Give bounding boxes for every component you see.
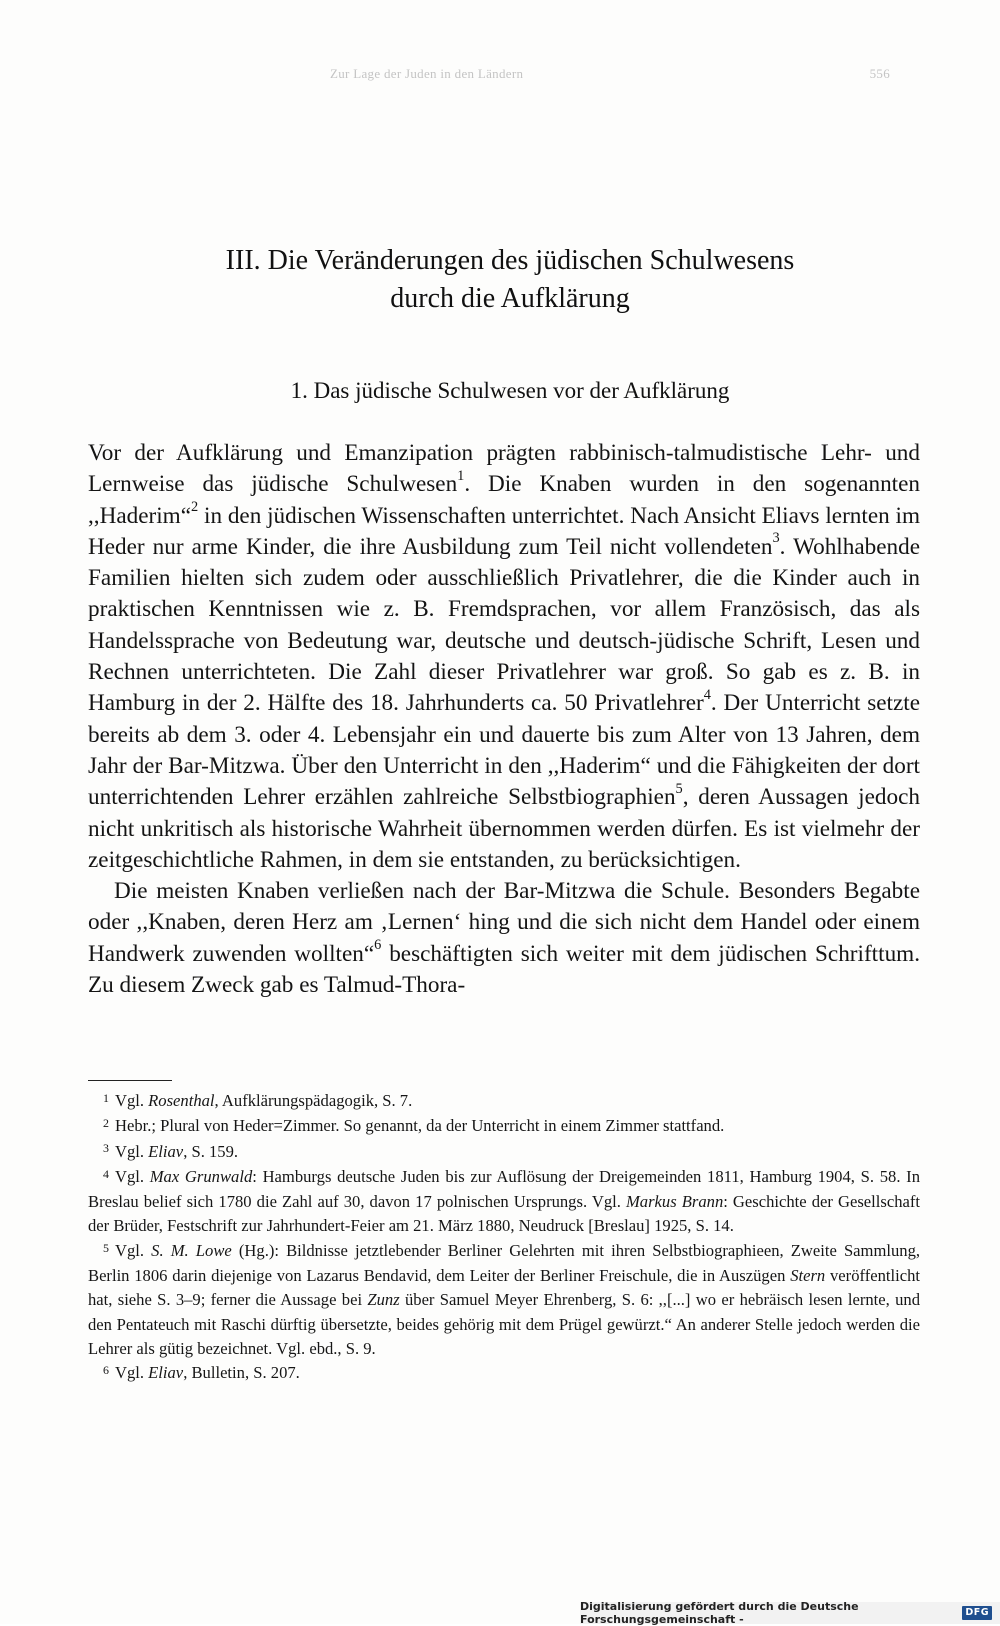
footnote-ref-5[interactable]: 5 [675,780,683,797]
text-run: : Geschichte der Gesellschaft der Brüder, Festschrift zur Jahrhundert-Feier am 21. März 1880, Neudruck [Breslau] 1925, S. 14. [88,1192,920,1236]
footnote-6 [88,1361,920,1386]
text-run: , deren Aussagen jedoch nicht unkritisch als historische Wahrheit übernommen werden dürfen. Es ist vielmehr der zeitgeschichtliche Rahmen, in dem sie entstanden, zu berücksichtigen. [88,784,920,873]
text-run: . Wohlhabende Familien hielten sich zudem oder ausschließlich Privatlehrer, die die Kinder auch in praktischen Kenntnissen wie z. B. Fremdsprachen, vor allem Französisch, das als Handelssprache von Bedeutung war, deutsche und deutsch-jüdische Schrift, Lesen und Rechnen unterrichteten. Die Zahl dieser Privatlehrer war groß. So gab es z. B. in Hamburg in der 2. Hälfte des 18. Jahrhunderts ca. 50 Privatlehrer [88,533,920,717]
paragraph-2 [88,876,920,1001]
dfg-logo[interactable]: DFG [962,1606,992,1620]
author-name: Stern [790,1266,826,1286]
text-run: Vgl. [114,1363,149,1383]
footnote-ref-6[interactable]: 6 [374,937,382,954]
footnote-ref-4[interactable]: 4 [703,686,711,703]
text-run: : Hamburgs deutsche Juden bis zur Auflösung der Dreigemeinden 1811, Hamburg 1904, S. 58. In Breslau belief sich 1780 die Zahl auf 30, davon 17 polnischen Ursprungs. Vgl. [88,1166,921,1212]
text-run: (Hg.): Bildnisse jetztlebender Berliner Gelehrten mit ihren Selbstbiographieen, Zweite Sammlung, Berlin 1806 darin diejenige von Lazarus Bendavid, dem Leiter der Berliner Freischule, die in Auszügen [88,1240,921,1286]
body-text [88,438,920,1001]
author-name: Rosenthal [148,1091,215,1110]
text-run: , Aufklärungspädagogik, S. 7. [214,1091,413,1110]
text-run: Vor der Aufklärung und Emanzipation prägten rabbinisch-talmudistische Lehr- und Lernweise das jüdische Schulwesen [88,440,920,498]
text-run: Vgl. [114,1166,150,1186]
footnote-1 [88,1089,920,1114]
text-run: . Der Unterricht setzte bereits ab dem 3. oder 4. Lebensjahr ein und dauerte bis zum Alter von 13 Jahren, dem Jahr der Bar-Mitzwa. Über den Unterricht in den ,,Haderim“ und die Fähigkeiten der dort unterrichtenden Lehrer erzählen zahlreiche Selbstbiographien [88,690,920,811]
footnote-number: 2 [103,1116,109,1131]
text-run: , S. 159. [183,1141,239,1161]
author-name: Markus Brann [625,1192,724,1212]
footnotes [88,1089,920,1387]
chapter-title [110,242,910,318]
footnote-separator [88,1080,172,1081]
digitization-credit [580,1602,1000,1624]
footnote-2 [88,1114,920,1139]
footnote-number: 4 [103,1166,109,1181]
footnote-number: 3 [103,1141,109,1156]
text-run: Vgl. [114,1141,149,1161]
footnote-5 [88,1239,920,1361]
text-run: Hebr.; Plural von Heder=Zimmer. So genannt, da der Unterricht in einem Zimmer stattfand. [114,1116,725,1136]
author-name: Eliav [148,1141,184,1161]
running-header [330,66,890,82]
chapter-title-line-2: durch die Aufklärung [390,283,630,314]
text-run: in den jüdischen Wissenschaften unterrichtet. Nach Ansicht Eliavs lernten im Heder nur arme Kinder, die ihre Ausbildung zum Teil nicht vollendeten [88,502,920,560]
footnote-number: 6 [103,1363,109,1378]
page-number: 556 [869,66,890,81]
footnote-ref-2[interactable]: 2 [191,498,199,515]
footnote-ref-1[interactable]: 1 [457,467,465,484]
author-name: Max Grunwald [149,1166,253,1186]
footnote-number: 1 [103,1090,109,1105]
footnote-ref-3[interactable]: 3 [772,530,780,547]
text-run: Vgl. [114,1091,149,1110]
section-title: 1. Das jüdische Schulwesen vor der Aufklärung [290,378,730,403]
paragraph-1 [88,438,920,876]
chapter-title-line-1: III. Die Veränderungen des jüdischen Schulwesens [225,245,795,276]
footnote-3 [88,1140,920,1165]
author-name: Eliav [148,1363,184,1383]
running-header-title: Zur Lage der Juden in den Ländern [330,66,524,81]
text-run: veröffentlicht hat, siehe S. 3–9; ferner die Aussage bei [88,1266,921,1310]
text-run: beschäftigten sich weiter mit dem jüdischen Schrifttum. Zu diesem Zweck gab es Talmud-Thora- [88,940,920,999]
footnote-number: 5 [103,1240,109,1255]
credit-text: Digitalisierung gefördert durch die Deutsche Forschungsgemeinschaft - [580,1600,859,1626]
author-name: S. M. Lowe [151,1240,232,1260]
text-run: Vgl. [114,1240,152,1260]
footnote-4 [88,1165,920,1239]
text-run: , Bulletin, S. 207. [183,1363,300,1383]
text-run: über Samuel Meyer Ehrenberg, S. 6: ,,[...] wo er hebräisch lesen lernte, und den Pentateuch mit Raschi dürftig übersetzte, beides gehörig mit dem Prügel gewürzt.“ An anderer Stelle jedoch werden die Lehrer als gütig bezeichnet. Vgl. ebd., S. 9. [88,1290,920,1358]
author-name: Zunz [367,1290,400,1310]
text-run: . Die Knaben wurden in den sogenannten ,,Haderim“ [88,471,920,529]
text-run: Die meisten Knaben verließen nach der Bar-Mitzwa die Schule. Besonders Begabte oder ,,Knaben, deren Herz am ‚Lernen‘ hing und die sich nicht dem Handel oder einem Handwerk zuwenden wollten“ [88,878,920,967]
